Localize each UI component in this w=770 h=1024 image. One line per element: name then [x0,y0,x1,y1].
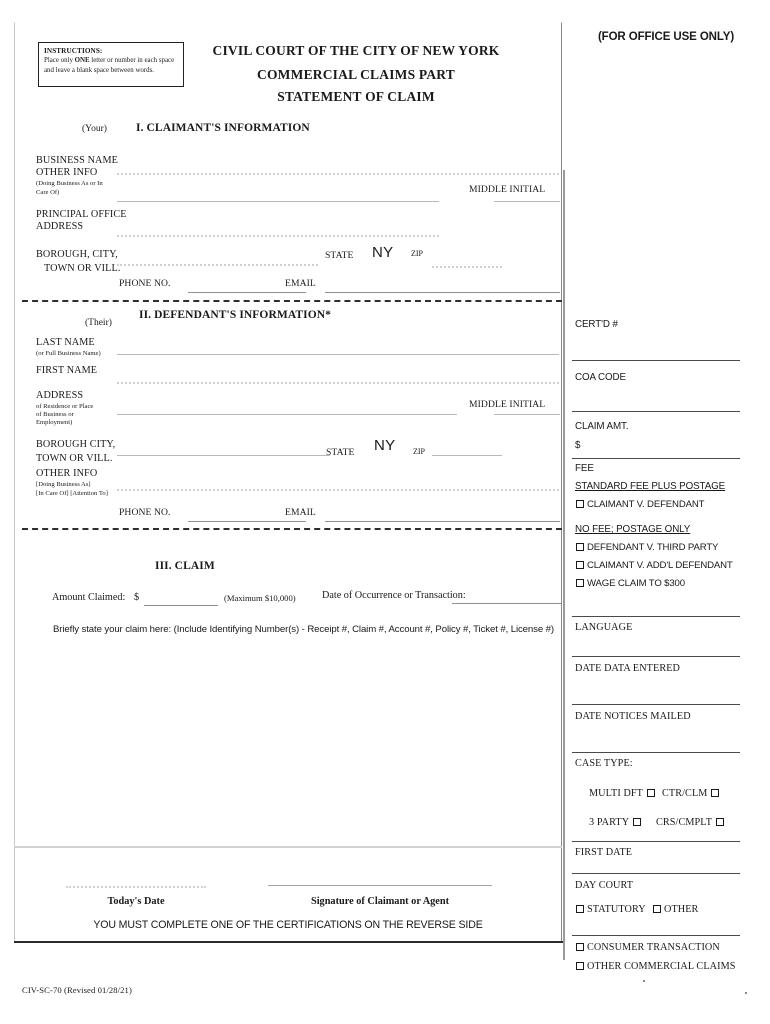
language-field[interactable] [572,656,740,657]
label-claimant-phone: PHONE NO. [119,278,171,289]
signature-block-top-rule [14,846,562,848]
claim-amount-dollar-sign: $ [575,440,581,451]
label-date-of-occurrence: Date of Occurrence or Transaction: [322,590,466,601]
label-ctr-clm: CTR/CLM [662,788,708,799]
label-claim-amount: CLAIM AMT. [575,421,629,432]
instructions-box [38,42,184,87]
label-other-info-note-1: (Doing Business As or In [36,180,103,187]
label-amount-claimed: Amount Claimed: [52,592,126,603]
checkbox-consumer-transaction[interactable] [576,943,584,951]
court-title-line-1: CIVIL COURT OF THE CITY OF NEW YORK [212,43,500,58]
label-defendant-address-note-1: of Residence or Place [36,403,94,410]
briefly-state-claim-instruction: Briefly state your claim here: (Include Identifying Number(s) - Receipt #, Claim #, Account #, Policy #, Ticket #, License #) [53,624,554,635]
checkbox-row-wage-claim[interactable] [576,578,685,589]
form-bottom-rule [14,941,563,943]
label-defendant-address: ADDRESS [36,390,84,401]
form-number: CIV-SC-70 (Revised 01/28/21) [22,985,132,995]
label-day-court: DAY COURT [575,880,634,891]
label-defendant-address-note-3: Employment) [36,419,73,426]
checkbox-row-other[interactable] [653,904,698,915]
label-certd-number: CERT'D # [575,319,618,330]
date-of-occurrence-field[interactable] [452,603,561,604]
date-notices-mailed-field[interactable] [572,752,740,753]
claimant-address-field[interactable] [117,235,439,237]
instructions-line-1 [44,56,179,66]
label-consumer-transaction: CONSUMER TRANSACTION [587,942,720,953]
office-use-only-header: (FOR OFFICE USE ONLY) [597,31,735,43]
signature-field[interactable] [268,885,492,886]
claimant-defendant-separator [22,300,562,302]
court-title-line-3: STATEMENT OF CLAIM [277,89,435,104]
defendant-section-heading: II. DEFENDANT'S INFORMATION* [139,309,332,321]
defendant-middle-initial-field[interactable] [494,414,560,415]
label-defendant-middle-initial: MIDDLE INITIAL [469,399,546,410]
reverse-side-notice: YOU MUST COMPLETE ONE OF THE CERTIFICATIONS ON THE REVERSE SIDE [93,919,483,931]
label-todays-date: Today's Date [107,896,165,907]
checkbox-row-crs-cmplt[interactable] [656,817,724,828]
checkbox-row-claimant-v-addl-defendant[interactable] [576,560,733,571]
claimant-middle-initial-field[interactable] [494,201,560,202]
defendant-other-info-field[interactable] [117,489,559,491]
label-no-fee-postage-only: NO FEE; POSTAGE ONLY [575,524,691,535]
coa-code-field[interactable] [572,411,740,412]
label-coa-code: COA CODE [575,372,626,383]
label-language: LANGUAGE [575,622,633,633]
checkbox-multi-dft[interactable] [647,789,655,797]
checkbox-row-statutory[interactable] [576,904,646,915]
defendant-first-name-field[interactable] [117,382,559,384]
claimant-other-info-field[interactable] [117,201,439,202]
defendant-address-field[interactable] [117,414,457,415]
label-claimant-v-addl-defendant: CLAIMANT V. ADD'L DEFENDANT [587,560,733,571]
checkbox-row-defendant-v-third-party[interactable] [576,542,718,553]
instructions-one-emphasis: ONE [74,57,90,64]
claim-amount-field[interactable] [572,458,740,459]
checkbox-ctr-clm[interactable] [711,789,719,797]
label-claimant-middle-initial: MIDDLE INITIAL [469,184,546,195]
label-claimant-zip: ZIP [411,249,423,258]
label-claimant-town: TOWN OR VILL. [44,263,121,274]
label-wage-claim: WAGE CLAIM TO $300 [587,578,685,589]
label-defendant-other-info-note-1: [Doing Business As] [36,481,91,488]
label-defendant-address-note-2: of Business or [36,411,74,418]
label-statutory: STATUTORY [587,904,646,915]
checkbox-row-3-party[interactable] [589,817,641,828]
amount-dollar-sign: $ [134,592,140,603]
label-claimant-address: ADDRESS [36,221,84,232]
label-fee: FEE [575,463,594,474]
label-signature-of-claimant: Signature of Claimant or Agent [310,896,450,907]
label-defendant-last-name: LAST NAME [36,337,95,348]
label-claimant-email: EMAIL [285,278,316,289]
checkbox-row-ctr-clm[interactable] [662,788,719,799]
language-section-rule [572,616,740,617]
claimant-state-value: NY [372,244,394,261]
date-data-entered-field[interactable] [572,704,740,705]
label-other: OTHER [664,904,699,915]
label-date-notices-mailed: DATE NOTICES MAILED [575,711,691,722]
label-defendant-zip: ZIP [413,447,425,456]
label-claimant-state: STATE [325,250,354,261]
checkbox-other-commercial-claims[interactable] [576,962,584,970]
commercial-claims-section-rule [572,935,740,936]
instructions-line1-pre: Place only [44,57,75,64]
label-defendant-phone: PHONE NO. [119,507,171,518]
checkbox-claimant-v-addl-defendant[interactable] [576,561,584,569]
scan-artifact-dot-2 [745,992,747,994]
defendant-last-name-field[interactable] [117,354,559,355]
claimant-email-field[interactable] [325,292,560,293]
court-title-line-2: COMMERCIAL CLAIMS PART [257,67,455,82]
claimant-zip-field[interactable] [432,266,502,268]
claimant-paren-label: (Your) [82,124,107,134]
instructions-line1-post: letter or number in each space [89,57,175,64]
label-multi-dft: MULTI DFT [589,788,644,799]
checkbox-row-other-commercial-claims[interactable] [576,961,736,972]
defendant-state-value: NY [374,437,396,454]
label-defendant-first-name: FIRST NAME [36,365,98,376]
label-date-data-entered: DATE DATA ENTERED [575,663,681,674]
defendant-paren-label: (Their) [85,318,112,328]
label-claimant-v-defendant: CLAIMANT V. DEFENDANT [587,499,705,510]
certd-number-field[interactable] [572,360,740,361]
first-date-field[interactable] [572,873,740,874]
checkbox-other[interactable] [653,905,661,913]
instructions-line-2: and leave a blank space between words. [44,66,155,74]
label-other-commercial-claims: OTHER COMMERCIAL CLAIMS [587,961,736,972]
claimant-section-heading: I. CLAIMANT'S INFORMATION [136,122,310,134]
label-other-info: OTHER INFO [36,167,98,178]
defendant-phone-field[interactable] [188,521,306,522]
defendant-borough-field[interactable] [117,455,330,456]
defendant-claim-separator [22,528,562,530]
label-business-name: BUSINESS NAME [36,155,118,166]
label-defendant-last-name-note: (or Full Business Name) [36,350,101,357]
instructions-title: INSTRUCTIONS: [44,47,103,55]
label-defendant-borough: BOROUGH CITY, [36,439,116,450]
checkbox-defendant-v-third-party[interactable] [576,543,584,551]
label-case-type: CASE TYPE: [575,758,633,769]
todays-date-field[interactable] [66,886,206,888]
checkbox-row-consumer-transaction[interactable] [576,942,720,953]
claim-section-heading: III. CLAIM [155,560,215,572]
checkbox-3-party[interactable] [633,818,641,826]
label-defendant-other-info-note-2: [In Care Of] [Attention To] [36,490,108,497]
checkbox-claimant-v-defendant[interactable] [576,500,584,508]
claimant-borough-field[interactable] [117,264,318,266]
scan-artifact-dot-1 [643,980,645,982]
label-first-date: FIRST DATE [575,847,633,858]
label-defendant-v-third-party: DEFENDANT V. THIRD PARTY [587,542,719,553]
label-principal-office: PRINCIPAL OFFICE [36,209,127,220]
label-3-party: 3 PARTY [589,817,630,828]
label-other-info-note-2: Care Of) [36,189,60,196]
claimant-phone-field[interactable] [188,292,306,293]
label-standard-fee-plus-postage: STANDARD FEE PLUS POSTAGE [575,481,726,492]
label-defendant-other-info: OTHER INFO [36,468,98,479]
defendant-email-field[interactable] [325,521,560,522]
checkbox-statutory[interactable] [576,905,584,913]
label-defendant-town: TOWN OR VILL. [36,453,113,464]
label-defendant-email: EMAIL [285,507,316,518]
checkbox-row-multi-dft[interactable] [589,788,655,799]
checkbox-wage-claim[interactable] [576,579,584,587]
claimant-business-name-field[interactable] [117,173,559,175]
checkbox-row-claimant-v-defendant[interactable] [576,499,704,510]
maximum-amount-note: (Maximum $10,000) [224,593,296,603]
label-crs-cmplt: CRS/CMPLT [656,817,713,828]
office-use-divider [563,170,565,960]
first-date-section-rule [572,841,740,842]
label-claimant-borough: BOROUGH, CITY, [36,249,118,260]
amount-claimed-field[interactable] [144,605,218,606]
label-defendant-state: STATE [326,447,355,458]
checkbox-crs-cmplt[interactable] [716,818,724,826]
defendant-zip-field[interactable] [432,455,502,456]
claim-statement-writing-area[interactable] [22,640,562,845]
